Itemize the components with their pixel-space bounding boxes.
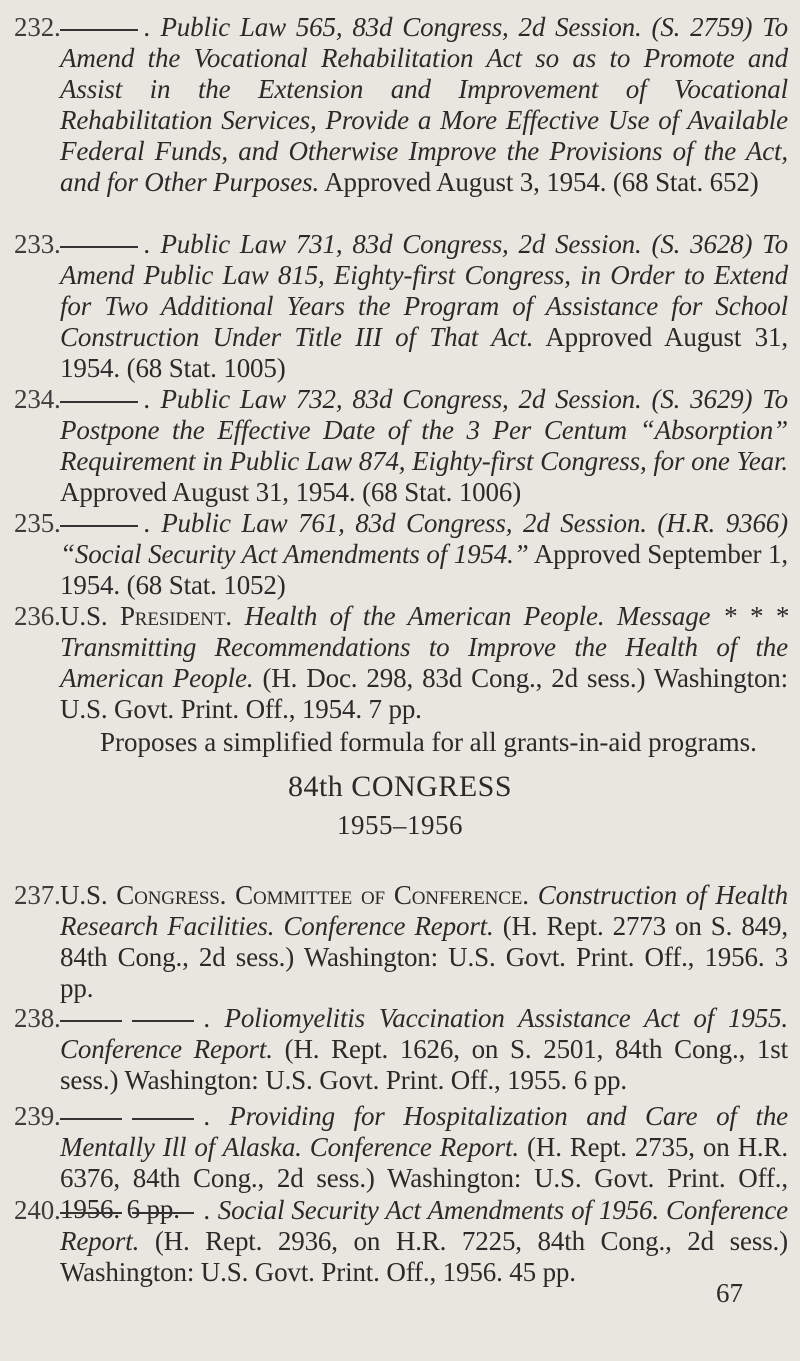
entry-number: 238. <box>14 1003 61 1033</box>
entry-title: “Social Security Act Amendments of 1954.” <box>60 539 529 569</box>
entry-title: To Postpone the Effective Date of the 3 Per Centum “Absorption” Requirement in Public Law 874, Eighty-first Congress, for one Year. <box>60 384 788 476</box>
entry-title: To Amend the Vocational Rehabilitation Act so as to Promote and Assist in the Extension and Improvement of Vocational Rehabilitation Services, Provide a More Effective Use of Available Federal Funds, and Otherwise Improve the Provisions of the Act, and for Other Purposes. <box>60 12 788 197</box>
entry-number: 233. <box>14 229 61 259</box>
entry-title: . Social Security Act Amendments of 1956. Conference Report. <box>60 1195 788 1256</box>
bibliography-entry <box>14 12 788 198</box>
section-heading <box>0 770 800 841</box>
ditto-dash <box>60 401 138 403</box>
entry-number: 239. <box>14 1101 61 1131</box>
entry-number: 235. <box>14 508 61 538</box>
entry-tail: (H. Rept. 2735, on H.R. 6376, 84th Cong., 2d sess.) Washington: U.S. Govt. Print. Off., 1956. 6 pp. <box>60 1132 788 1224</box>
ditto-dash <box>60 1212 122 1214</box>
entry-lead: . Public Law 761, 83d Congress, 2d Session. (H.R. 9366) <box>144 508 788 538</box>
entry-tail: Approved August 3, 1954. (68 Stat. 652) <box>324 167 759 197</box>
entry-tail: (H. Rept. 2773 on S. 849, 84th Cong., 2d sess.) Washington: U.S. Govt. Print. Off., 1956. 3 pp. <box>60 911 788 1003</box>
ditto-dash <box>60 246 138 248</box>
entry-tail: (H. Rept. 2936, on H.R. 7225, 84th Cong., 2d sess.) Washington: U.S. Govt. Print. Off., 1956. 45 pp. <box>60 1226 788 1287</box>
entry-title: . Providing for Hospitalization and Care of the Mentally Ill of Alaska. Conference Report. <box>60 1101 788 1162</box>
ditto-dash <box>60 1020 122 1022</box>
entry-lead: . Public Law 565, 83d Congress, 2d Session. (S. 2759) <box>144 12 753 42</box>
ditto-dash <box>132 1020 194 1022</box>
entry-title: Health of the American People. Message * * * Transmitting Recommendations to Improve the Health of the American People. <box>60 601 789 693</box>
entry-citation <box>60 384 788 476</box>
bibliography-entry <box>14 880 788 1004</box>
entry-title: To Amend Public Law 815, Eighty-first Congress, in Order to Extend for Two Additional Years the Program of Assistance for School Construction Under Title III of That Act. <box>60 229 788 352</box>
bibliography-entry <box>14 1195 788 1288</box>
entry-number: 237. <box>14 880 61 910</box>
page-number: 67 <box>716 1278 743 1308</box>
entry-tail: (H. Doc. 298, 83d Cong., 2d sess.) Washington: U.S. Govt. Print. Off., 1954. 7 pp. <box>60 663 788 724</box>
entry-tail: Approved August 31, 1954. (68 Stat. 1005) <box>60 322 788 383</box>
entry-lead: . Public Law 732, 83d Congress, 2d Session. (S. 3629) <box>144 384 753 414</box>
ditto-dash <box>132 1118 194 1120</box>
entry-tail: Approved September 1, 1954. (68 Stat. 1052) <box>60 539 788 600</box>
congress-years: 1955–1956 <box>337 810 463 840</box>
bibliography-entry <box>14 601 789 725</box>
entry-annotation: Proposes a simplified formula for all grants-in-aid programs. <box>100 727 757 757</box>
ditto-dash <box>132 1212 194 1214</box>
entry-number: 236. <box>14 601 61 631</box>
bibliography-entry <box>14 508 788 601</box>
entry-number: 232. <box>14 12 61 42</box>
entry-lead: U.S. President. <box>60 601 233 631</box>
ditto-dash <box>60 525 138 527</box>
ditto-dash <box>60 1118 122 1120</box>
entry-lead: U.S. Congress. Committee of Conference. <box>60 880 529 910</box>
entry-tail: Approved August 31, 1954. (68 Stat. 1006) <box>60 477 522 507</box>
bibliography-entry <box>14 229 788 384</box>
entry-title: . Poliomyelitis Vaccination Assistance Act of 1955. Conference Report. <box>60 1003 788 1064</box>
entry-tail: (H. Rept. 1626, on S. 2501, 84th Cong., 1st sess.) Washington: U.S. Govt. Print. Off., 1955. 6 pp. <box>60 1034 788 1095</box>
entry-title: Construction of Health Research Facilities. Conference Report. <box>60 880 788 941</box>
bibliography-entry <box>14 384 788 508</box>
ditto-dash <box>60 29 138 31</box>
entry-number: 234. <box>14 384 61 414</box>
entry-number: 240. <box>14 1195 61 1225</box>
bibliography-entry <box>14 1003 788 1096</box>
congress-title: 84th CONGRESS <box>287 770 513 803</box>
entry-lead: . Public Law 731, 83d Congress, 2d Session. (S. 3628) <box>144 229 753 259</box>
